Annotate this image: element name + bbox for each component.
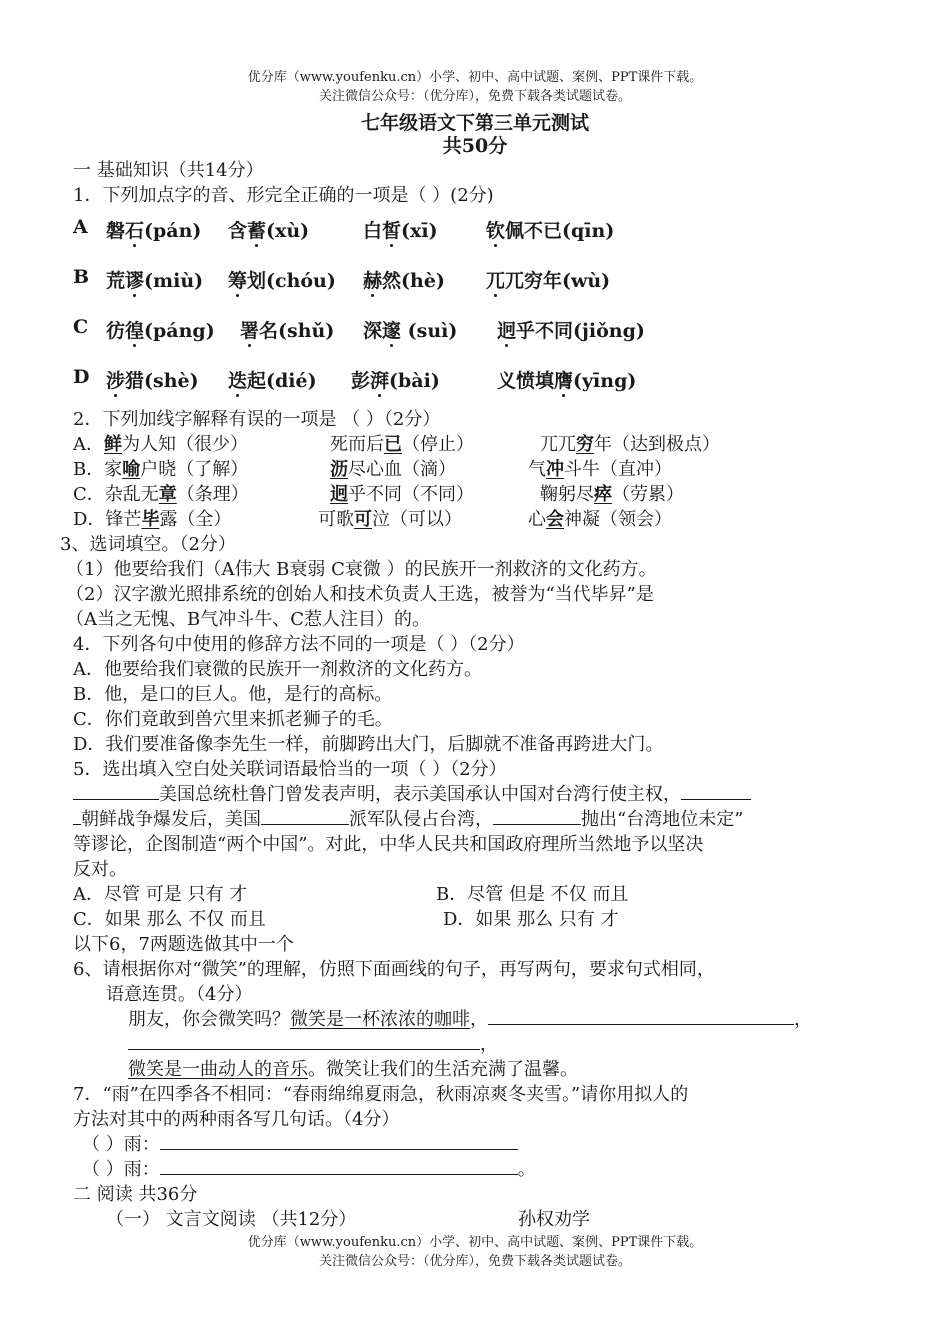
passage-title: 孙权劝学: [518, 1209, 590, 1230]
q4-option-a: A．他要给我们衰微的民族开一剂救济的文化药方。: [73, 659, 482, 680]
q2-c-col1: C．杂乱无章（条理）: [73, 484, 249, 505]
q7-answer-line-1: [82, 1130, 518, 1156]
q7-label-1: （ ）雨：: [82, 1134, 160, 1155]
q1-c-item-3: 深邃 (suì): [363, 320, 458, 342]
section-2-sub: （一） 文言文阅读 （共12分）: [106, 1209, 357, 1230]
q1-stem: 1．下列加点字的音、形完全正确的一项是（ ）(2分): [73, 185, 494, 206]
q5-p1-text: 美国总统杜鲁门曾发表声明，表示美国承认中国对台湾行使主权，: [159, 784, 681, 805]
q1-letter-c: C: [73, 316, 89, 338]
q6-line3-suffix: 。微笑让我们的生活充满了温馨。: [308, 1059, 578, 1080]
footer-line-1: 优分库（www.youfenku.cn）小学、初中、高中试题、案例、PPT课件下载。: [247, 1235, 703, 1250]
q2-c-col3: 鞠躬尽瘁（劳累）: [540, 484, 684, 505]
q6-line-2: [128, 1030, 498, 1056]
q6-line-1: [128, 1005, 812, 1031]
q5-p2a-text: 朝鲜战争爆发后，美国: [81, 809, 261, 830]
q1-d-item-3: 彭湃(bài): [351, 370, 440, 392]
q5-option-b: B．尽管 但是 不仅 而且: [436, 884, 629, 905]
q2-stem: 2．下列加线字解释有误的一项是 （ ）（2分）: [73, 409, 441, 430]
q1-c-item-1: 彷徨(páng): [106, 320, 215, 342]
q5-option-d: D．如果 那么 只有 才: [443, 909, 619, 930]
q2-a-col1: A．鲜为人知（很少）: [73, 434, 248, 455]
q3-line-1: （1）他要给我们（A伟大 B衰弱 C衰微 ）的民族开一剂救济的文化药方。: [66, 559, 657, 580]
q2-d-col1: D．锋芒毕露（全）: [73, 509, 232, 530]
q2-b-col2: 沥尽心血（滴）: [330, 459, 456, 480]
q5-para-line-2: [73, 805, 743, 831]
q7-answer-blank-1[interactable]: [160, 1149, 518, 1150]
q2-b-col1: B．家喻户晓（了解）: [73, 459, 249, 480]
section-1-heading: 一 基础知识（共14分）: [73, 160, 264, 181]
q1-letter-a: A: [73, 216, 88, 238]
q4-option-b: B．他，是口的巨人。他，是行的高标。: [73, 684, 393, 705]
q1-b-item-2: 筹划(chóu): [228, 270, 336, 292]
header-line-2: 关注微信公众号：（优分库），免费下载各类试题试卷。: [318, 89, 631, 104]
q5-para-line-3: 等谬论，企图制造“两个中国”。对此，中华人民共和国政府理所当然地予以坚决: [73, 834, 704, 855]
q5-blank-4[interactable]: [493, 824, 581, 825]
q3-line-2: （2）汉字激光照排系统的创始人和技术负责人王选，被誉为“当代毕昇”是: [66, 584, 654, 605]
q6-example-1: 微笑是一杯浓浓的咖啡: [290, 1009, 470, 1030]
q2-d-col2: 可歌可泣（可以）: [318, 509, 462, 530]
q1-c-item-4: 迥乎不同(jiǒng): [497, 320, 645, 342]
q7-stem-1: 7．“雨”在四季各不相同：“春雨绵绵夏雨急，秋雨凉爽冬夹雪。”请你用拟人的: [73, 1084, 689, 1105]
footer-line-2: 关注微信公众号：（优分库），免费下载各类试题试卷。: [318, 1254, 631, 1269]
q2-d-col3: 心会神凝（领会）: [528, 509, 672, 530]
q6-stem-1: 6、请根据你对“微笑”的理解，仿照下面画线的句子，再写两句，要求句式相同，: [73, 959, 715, 980]
q5-blank-3[interactable]: [261, 824, 349, 825]
total-score: 共50分: [442, 135, 508, 157]
q4-option-d: D．我们要准备像李先生一样，前脚跨出大门，后脚就不准备再跨进大门。: [73, 734, 664, 755]
q2-a-col2: 死而后已（停止）: [330, 434, 474, 455]
q5-para-line-1: [73, 780, 751, 806]
q7-answer-blank-2[interactable]: [160, 1174, 518, 1175]
q6-answer-blank-2[interactable]: [128, 1049, 480, 1050]
q1-d-item-4: 义愤填膺(yīng): [497, 370, 637, 392]
choice-note: 以下6，7两题选做其中一个: [73, 934, 294, 955]
q5-option-a: A．尽管 可是 只有 才: [73, 884, 248, 905]
q5-option-c: C．如果 那么 不仅 而且: [73, 909, 266, 930]
q1-a-item-2: 含蓄(xù): [228, 220, 310, 242]
q6-comma-1: ，: [470, 1009, 488, 1030]
q1-d-item-2: 迭起(dié): [228, 370, 317, 392]
q6-answer-blank-1[interactable]: [488, 1024, 794, 1025]
q6-line-3: [128, 1055, 578, 1081]
q7-answer-line-2: [82, 1155, 536, 1181]
q6-example-2: 微笑是一曲动人的音乐: [128, 1059, 308, 1080]
q7-label-2: （ ）雨：: [82, 1159, 160, 1180]
q6-comma-3: ，: [480, 1034, 498, 1055]
page-title: 七年级语文下第三单元测试: [360, 112, 589, 134]
q1-a-item-4: 钦佩不已(qīn): [486, 220, 615, 242]
q5-para-line-4: 反对。: [73, 859, 127, 880]
q5-p2c-text: 抛出“台湾地位未定”: [581, 809, 744, 830]
q1-b-item-4: 兀兀穷年(wù): [486, 270, 611, 292]
q4-stem: 4．下列各句中使用的修辞方法不同的一项是（ ）（2分）: [73, 634, 525, 655]
q6-comma-2: ，: [794, 1009, 812, 1030]
q3-stem: 3、选词填空。（2分）: [60, 534, 236, 555]
q6-line1-prefix: 朋友，你会微笑吗？: [128, 1009, 290, 1030]
q5-blank-2[interactable]: [681, 799, 751, 800]
q2-a-col3: 兀兀穷年（达到极点）: [540, 434, 720, 455]
q2-c-col2: 迥乎不同（不同）: [330, 484, 474, 505]
q6-stem-2: 语意连贯。（4分）: [106, 984, 253, 1005]
section-2-heading: 二 阅读 共36分: [73, 1184, 198, 1205]
q3-line-3: （A当之无愧、B气冲斗牛、C惹人注目）的。: [66, 609, 430, 630]
q5-blank-1[interactable]: [73, 799, 159, 800]
q1-letter-d: D: [73, 366, 90, 388]
q5-stem: 5．选出填入空白处关联词语最恰当的一项（ ）（2分）: [73, 759, 507, 780]
q7-period: 。: [517, 1159, 536, 1180]
q5-blank-2-cont: [73, 824, 81, 825]
q1-c-item-2: 署名(shǔ): [240, 320, 335, 342]
q4-option-c: C．你们竟敢到兽穴里来抓老狮子的毛。: [73, 709, 393, 730]
q7-stem-2: 方法对其中的两种雨各写几句话。（4分）: [73, 1109, 400, 1130]
q1-a-item-3: 白皙(xī): [363, 220, 438, 242]
q1-d-item-1: 涉猎(shè): [106, 370, 199, 392]
q1-a-item-1: 磐石(pán): [106, 220, 202, 242]
q1-letter-b: B: [73, 266, 90, 288]
q2-b-col3: 气冲斗牛（直冲）: [528, 459, 672, 480]
q1-b-item-1: 荒谬(miù): [106, 270, 204, 292]
header-line-1: 优分库（www.youfenku.cn）小学、初中、高中试题、案例、PPT课件下载。: [247, 70, 703, 85]
q1-b-item-3: 赫然(hè): [363, 270, 445, 292]
q5-p2b-text: 派军队侵占台湾，: [349, 809, 493, 830]
